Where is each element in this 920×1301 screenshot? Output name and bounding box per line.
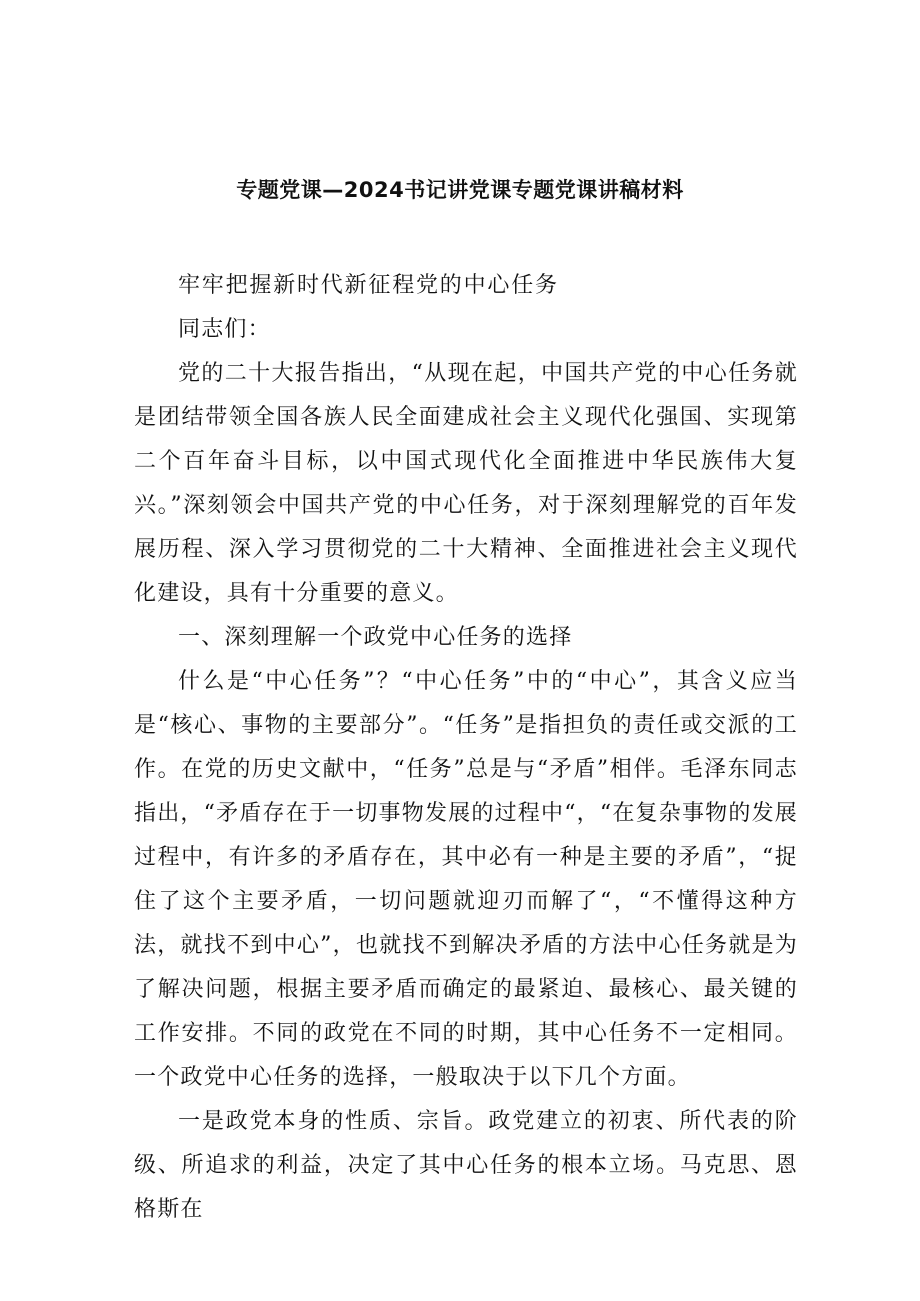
document-title: 专题党课—2024书记讲党课专题党课讲稿材料	[236, 178, 684, 202]
paragraph-section1-1: 什么是“中心任务”？“中心任务”中的“中心”，其含义应当是“核心、事物的主要部分”。“任务”是指担负的责任或交派的工作。在党的历史文献中，“任务”总是与“矛盾”相伴。毛泽东同志指出，“矛盾存在于一切事物发展的过程中“，“在复杂事物的发展过程中，有许多的矛盾存在，其中必有一种是主要的矛盾”，“捉住了这个主要矛盾，一切问题就迎刃而解了“，“不懂得这种方法，就找不到中心”，也就找不到解决矛盾的方法中心任务就是为了解决问题，根据主要矛盾而确定的最紧迫、最核心、最关键的工作安排。不同的政党在不同的时期，其中心任务不一定相同。一个政党中心任务的选择，一般取决于以下几个方面。	[134, 669, 798, 1090]
salutation: 同志们：	[178, 317, 271, 342]
section-heading-1: 一、深刻理解一个政党中心任务的选择	[178, 625, 573, 650]
document-body	[134, 264, 798, 1232]
document-subtitle: 牢牢把握新时代新征程党的中心任务	[178, 273, 559, 298]
paragraph-intro: 党的二十大报告指出，“从现在起，中国共产党的中心任务就是团结带领全国各族人民全面建成社会主义现代化强国、实现第二个百年奋斗目标，以中国式现代化全面推进中华民族伟大复兴。”深刻领会中国共产党的中心任务，对于深刻理解党的百年发展历程、深入学习贯彻党的二十大精神、全面推进社会主义现代化建设，具有十分重要的意义。	[134, 361, 798, 606]
paragraph-section1-2: 一是政党本身的性质、宗旨。政党建立的初衷、所代表的阶级、所追求的利益，决定了其中心任务的根本立场。马克思、恩格斯在	[134, 1109, 798, 1222]
